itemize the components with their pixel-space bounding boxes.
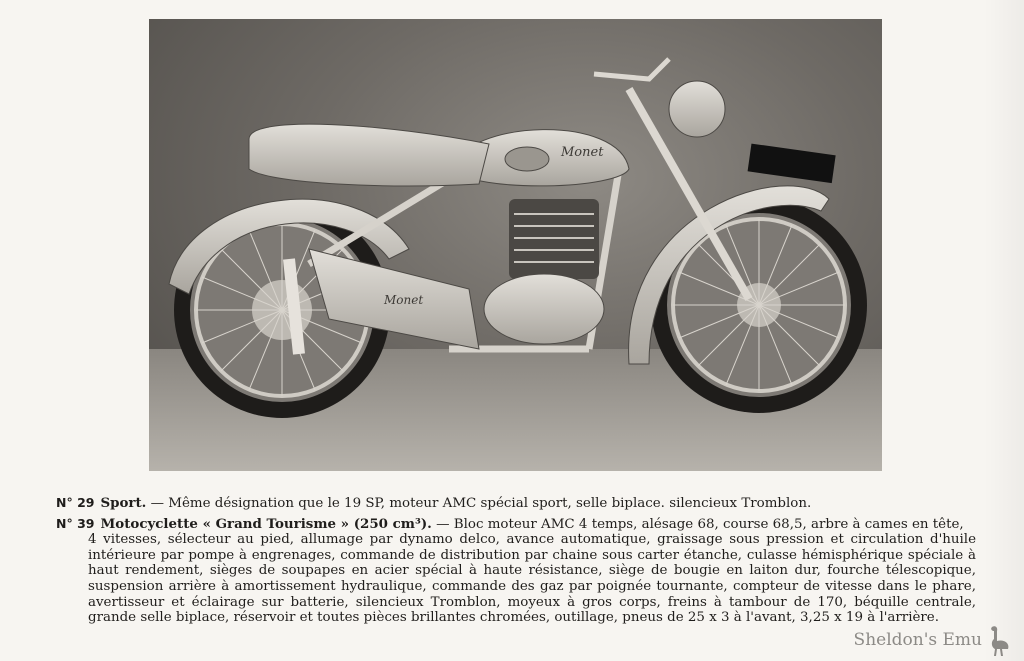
emu-icon xyxy=(986,623,1012,657)
entry-title: Sport. xyxy=(100,495,147,511)
entry-description: — Même désignation que le 19 SP, moteur AMC spécial sport, selle biplace. silencieux Tromblon. xyxy=(150,496,812,511)
number-plate xyxy=(748,144,836,184)
page-edge xyxy=(984,0,1024,661)
entry-number: N° 29 xyxy=(56,495,95,510)
watermark-text: Sheldon's Emu xyxy=(853,630,982,650)
watermark xyxy=(854,623,1012,657)
entry-title: Motocyclette « Grand Tourisme » (250 cm³). xyxy=(100,515,432,532)
engine xyxy=(484,199,604,344)
entry-description-first-line: — Bloc moteur AMC 4 temps, alésage 68, course 68,5, arbre à cames en tête, xyxy=(436,516,964,532)
seat xyxy=(249,124,489,186)
tank-script: Monet xyxy=(561,145,604,160)
entry-number: N° 39 xyxy=(56,515,95,531)
cover-script: Monet xyxy=(384,293,424,307)
entry-29 xyxy=(56,495,976,512)
motorcycle-photo xyxy=(149,19,882,471)
caption-text xyxy=(56,495,976,626)
entry-39 xyxy=(56,516,976,626)
entry-description: 4 vitesses, sélecteur au pied, allumage par dynamo delco, avance automatique, graissage sous pression et circulation d'huile intérieure par pompe à engrenages, commande de distribution par chaine sous carter étanche, culasse hémisphérique spéciale à haut rendement, sièges de soupapes en acier spécial à haute résistance, siège de bougie en laiton dur, fourche télescopique, suspension arrière à amortissement hydraulique, commande des gaz par poignée tournante, compteur de vitesse dans le phare, avertisseur et éclairage sur batterie, silencieux Tromblon, moyeux à gros corps, freins à tambour de 170, béquille centrale, grande selle biplace, réservoir et toutes pièces brillantes chromées, outillage, pneus de 25 x 3 à l'avant, 3,25 x 19 à l'arrière. xyxy=(88,532,976,626)
headlamp xyxy=(669,81,725,137)
motorcycle-illustration xyxy=(149,19,882,471)
